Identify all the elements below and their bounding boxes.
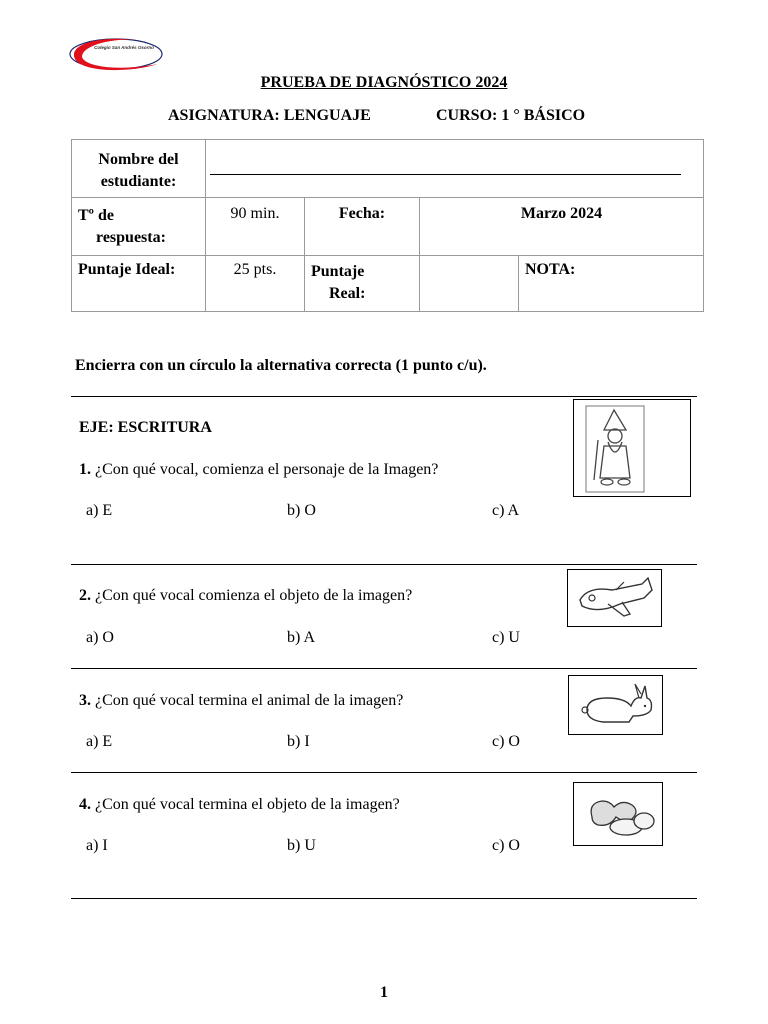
question-1 bbox=[79, 461, 438, 479]
ideal-score-label-cell bbox=[72, 256, 206, 312]
grade-label: NOTA: bbox=[525, 261, 576, 278]
gnome-icon bbox=[573, 399, 691, 497]
question-number: 1. bbox=[79, 461, 91, 478]
question-text: ¿Con qué vocal termina el animal de la imagen? bbox=[95, 692, 404, 709]
rabbit-icon bbox=[568, 675, 663, 735]
logo-text: Colegio San Andrés Osorno bbox=[94, 45, 154, 50]
ideal-score-value-cell bbox=[206, 256, 305, 312]
student-name-label-cell bbox=[72, 140, 206, 198]
divider bbox=[71, 772, 697, 773]
q2-option-b[interactable]: b) A bbox=[287, 629, 315, 646]
time-label-line1: Tº de bbox=[78, 207, 114, 224]
subject-label: ASIGNATURA: LENGUAJE bbox=[168, 107, 371, 124]
real-score-label-cell bbox=[305, 256, 420, 312]
ideal-score-value: 25 pts. bbox=[233, 261, 277, 278]
student-name-field[interactable] bbox=[206, 140, 704, 198]
question-text: ¿Con qué vocal comienza el objeto de la imagen? bbox=[95, 587, 413, 604]
date-value-cell bbox=[420, 198, 704, 256]
q2-option-a[interactable]: a) O bbox=[86, 629, 114, 646]
real-score-field[interactable] bbox=[420, 256, 519, 312]
instruction-text: Encierra con un círculo la alternativa correcta (1 punto c/u). bbox=[75, 357, 487, 374]
date-value: Marzo 2024 bbox=[520, 205, 603, 222]
q1-option-c[interactable]: c) A bbox=[492, 502, 520, 519]
section-title: EJE: ESCRITURA bbox=[79, 419, 212, 436]
q3-option-a[interactable]: a) E bbox=[86, 733, 113, 750]
airplane-icon bbox=[567, 569, 662, 627]
time-label-cell bbox=[72, 198, 206, 256]
time-value: 90 min. bbox=[230, 205, 280, 222]
question-number: 4. bbox=[79, 796, 91, 813]
date-label-cell bbox=[305, 198, 420, 256]
q4-option-b[interactable]: b) U bbox=[287, 837, 316, 854]
divider bbox=[71, 396, 697, 397]
course-label: CURSO: 1 ° BÁSICO bbox=[436, 107, 586, 124]
ideal-score-label: Puntaje Ideal: bbox=[78, 261, 176, 278]
page-title: PRUEBA DE DIAGNÓSTICO 2024 bbox=[260, 74, 508, 91]
q1-option-a[interactable]: a) E bbox=[86, 502, 113, 519]
q2-option-c[interactable]: c) U bbox=[492, 629, 520, 646]
question-2 bbox=[79, 587, 412, 605]
student-name-label-line2: estudiante: bbox=[100, 173, 177, 190]
question-text: ¿Con qué vocal, comienza el personaje de la Imagen? bbox=[95, 461, 439, 478]
question-4 bbox=[79, 796, 400, 814]
time-label-line2: respuesta: bbox=[96, 229, 166, 246]
time-value-cell bbox=[206, 198, 305, 256]
divider bbox=[71, 668, 697, 669]
student-name-label-line1: Nombre del bbox=[98, 151, 179, 168]
question-3 bbox=[79, 692, 403, 710]
divider bbox=[71, 898, 697, 899]
q1-option-b[interactable]: b) O bbox=[287, 502, 316, 519]
q4-option-a[interactable]: a) I bbox=[86, 837, 108, 854]
date-label: Fecha: bbox=[338, 205, 386, 222]
page-number: 1 bbox=[380, 984, 388, 1001]
student-name-line bbox=[210, 174, 681, 175]
q3-option-b[interactable]: b) I bbox=[287, 733, 310, 750]
real-score-label-line2: Real: bbox=[329, 285, 366, 302]
divider bbox=[71, 564, 697, 565]
peanut-icon bbox=[573, 782, 663, 846]
question-number: 2. bbox=[79, 587, 91, 604]
real-score-label-line1: Puntaje bbox=[311, 263, 365, 280]
question-text: ¿Con qué vocal termina el objeto de la imagen? bbox=[95, 796, 400, 813]
q3-option-c[interactable]: c) O bbox=[492, 733, 520, 750]
school-logo bbox=[66, 34, 170, 74]
grade-cell[interactable] bbox=[519, 256, 704, 312]
student-info-table bbox=[71, 139, 704, 312]
q4-option-c[interactable]: c) O bbox=[492, 837, 520, 854]
question-number: 3. bbox=[79, 692, 91, 709]
